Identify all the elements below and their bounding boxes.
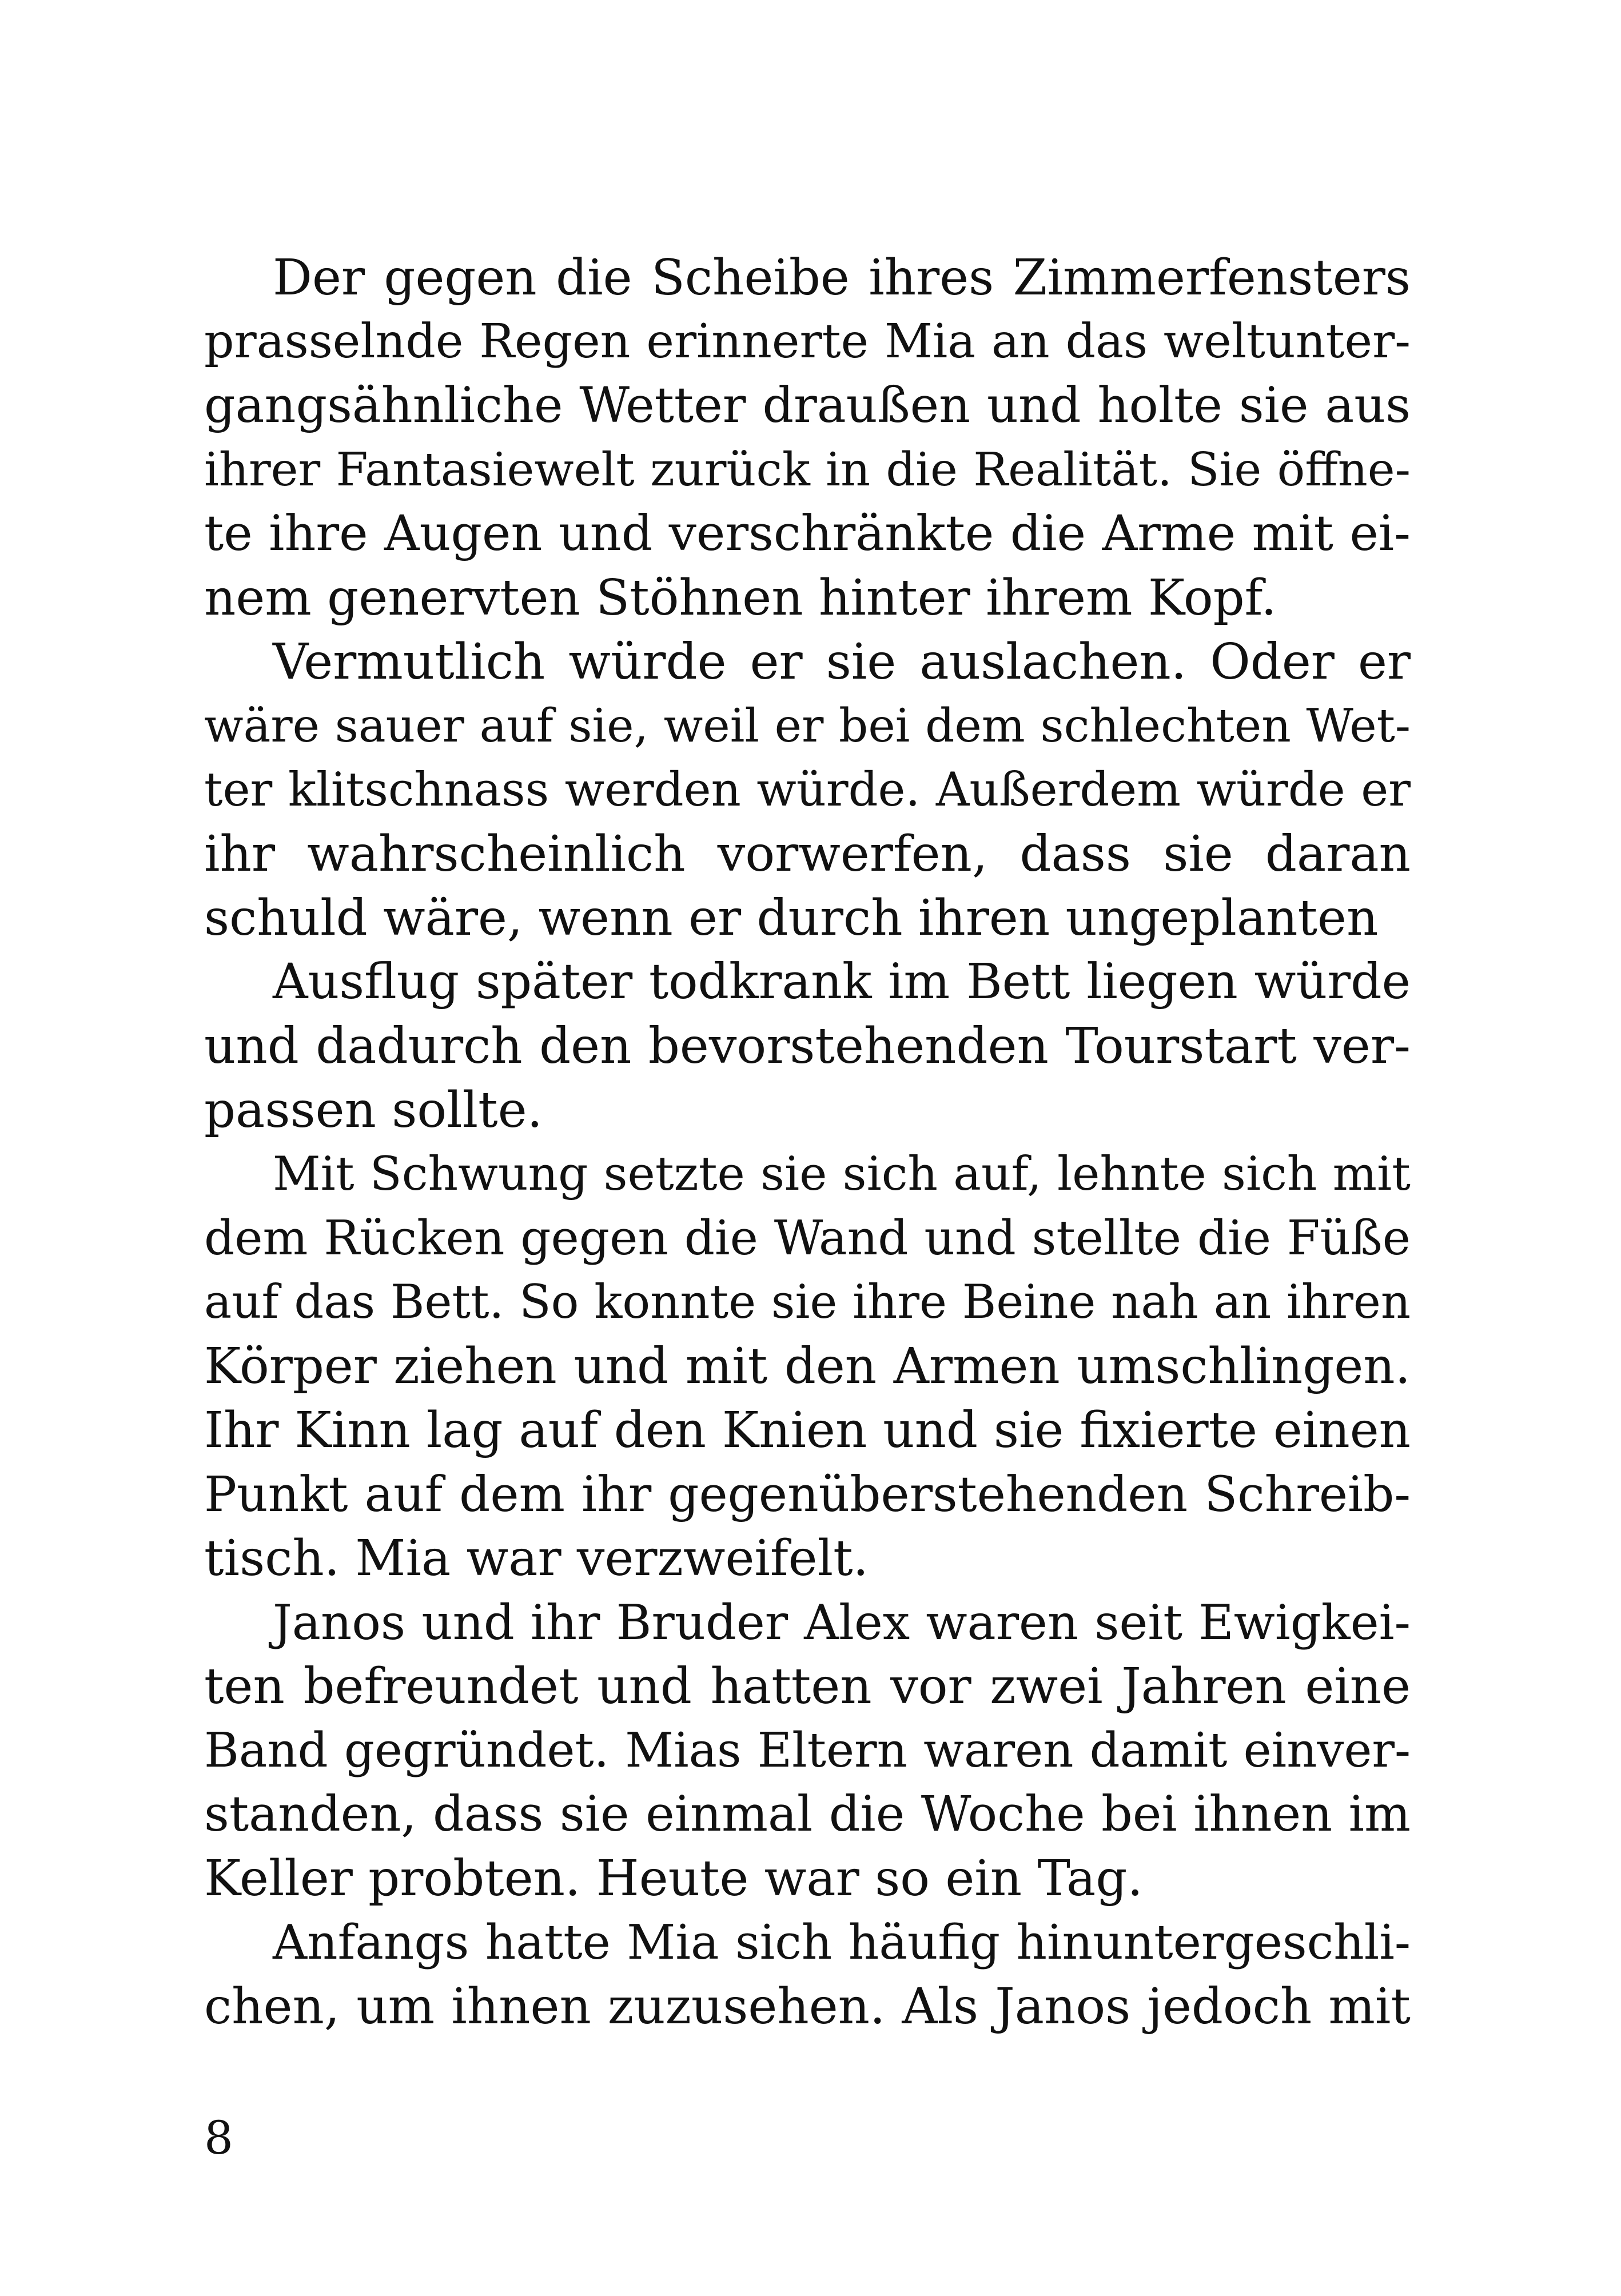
text-line: Vermutlich würde er sie auslachen. Oder er bbox=[273, 633, 1411, 691]
text-line: tisch. Mia war verzweifelt. bbox=[204, 1530, 869, 1587]
body-text bbox=[204, 246, 1411, 2039]
text-line: auf das Bett. So konnte sie ihre Beine nah an ihren bbox=[204, 1275, 1411, 1329]
text-line: gangsähnliche Wetter draußen und holte sie aus bbox=[204, 377, 1411, 434]
text-line: Der gegen die Scheibe ihres Zimmerfensters bbox=[273, 249, 1411, 306]
text-line: passen sollte. bbox=[204, 1082, 543, 1139]
text-line: ihr wahrscheinlich vorwerfen, dass sie daran bbox=[204, 826, 1411, 883]
text-line: ter klitschnass werden würde. Außerdem würde er bbox=[204, 763, 1411, 817]
text-line: und dadurch den bevorstehenden Tourstart ver- bbox=[204, 1018, 1411, 1075]
text-line: Janos und ihr Bruder Alex waren seit Ewigkei- bbox=[273, 1595, 1411, 1651]
text-line: dem Rücken gegen die Wand und stellte die Füße bbox=[204, 1210, 1411, 1266]
text-line: wäre sauer auf sie, weil er bei dem schlechten Wet- bbox=[204, 699, 1411, 752]
text-line: ihrer Fantasiewelt zurück in die Realität. Sie öffne- bbox=[204, 443, 1411, 497]
text-line: standen, dass sie einmal die Woche bei ihnen im bbox=[204, 1786, 1411, 1843]
text-line: Ihr Kinn lag auf den Knien und sie fixierte einen bbox=[204, 1402, 1411, 1459]
text-line: schuld wäre, wenn er durch ihren ungeplanten bbox=[204, 890, 1379, 947]
text-line: Keller probten. Heute war so ein Tag. bbox=[204, 1850, 1143, 1907]
text-line: ten befreundet und hatten vor zwei Jahren eine bbox=[204, 1658, 1411, 1715]
text-line: Mit Schwung setzte sie sich auf, lehnte sich mit bbox=[273, 1147, 1411, 1201]
text-line: Anfangs hatte Mia sich häufig hinuntergeschli- bbox=[273, 1915, 1411, 1970]
text-line: chen, um ihnen zuzusehen. Als Janos jedoch mit bbox=[204, 1978, 1411, 2035]
text-line: Band gegründet. Mias Eltern waren damit einver- bbox=[204, 1723, 1411, 1778]
text-line: Körper ziehen und mit den Armen umschlingen. bbox=[204, 1338, 1411, 1395]
text-line: prasselnde Regen erinnerte Mia an das weltunter- bbox=[204, 314, 1411, 369]
text-line: Ausflug später todkrank im Bett liegen würde bbox=[273, 954, 1411, 1010]
text-line: te ihre Augen und verschränkte die Arme mit ei- bbox=[204, 505, 1411, 562]
text-line: Punkt auf dem ihr gegenüberstehenden Schreib- bbox=[204, 1466, 1411, 1522]
text-line: nem genervten Stöhnen hinter ihrem Kopf. bbox=[204, 569, 1277, 627]
page-number: 8 bbox=[204, 2111, 233, 2165]
